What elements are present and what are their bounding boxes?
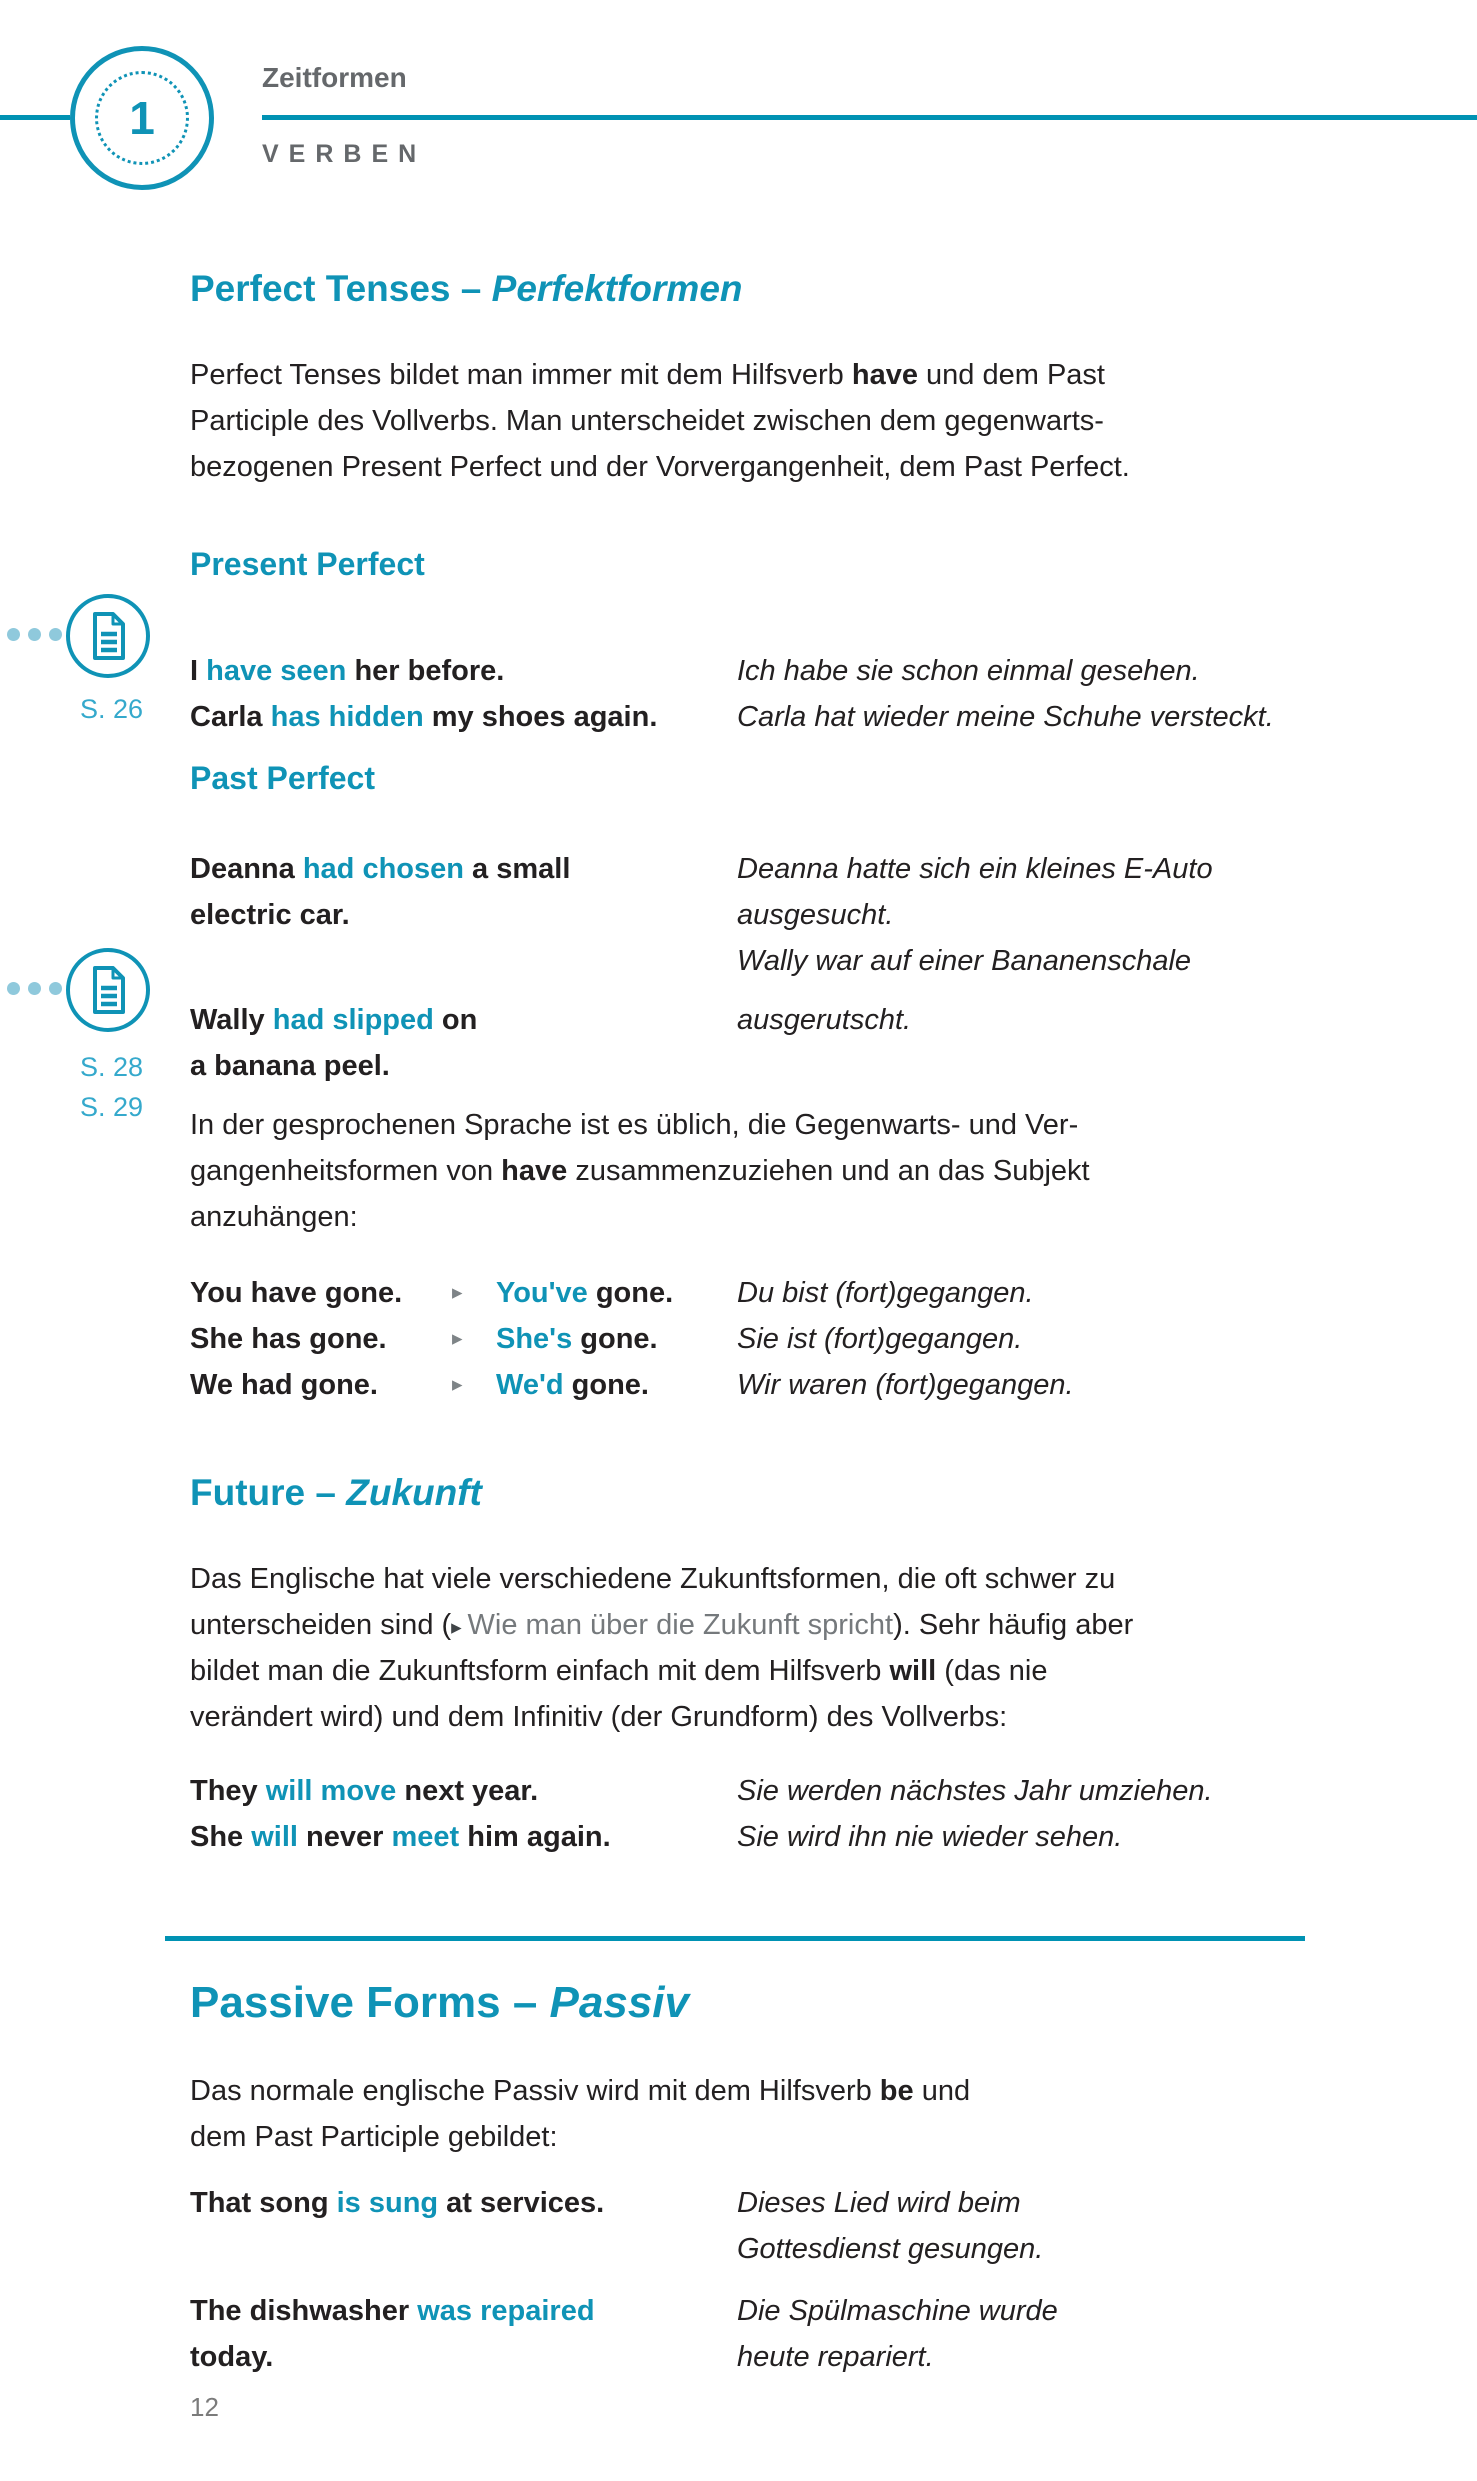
example-english-line: The dishwasher was repaired (190, 2295, 595, 2327)
arrow-right-icon: ▸ (452, 1327, 463, 1350)
chapter-badge (70, 46, 214, 190)
future-intro (190, 1556, 1133, 1740)
example-german-line: Dieses Lied wird beim (737, 2187, 1021, 2219)
chapter-title: Zeitformen (262, 62, 407, 93)
margin-marker (0, 948, 190, 1148)
example-german-line: Wally war auf einer Bananenschale (737, 945, 1192, 977)
document-icon (66, 948, 150, 1032)
paragraph-line: gangenheitsformen von have zusammenzuziehen und an das Subjekt (190, 1155, 1090, 1187)
example-german-line: Gottesdienst gesungen. (737, 2233, 1044, 2265)
passive-intro (190, 2068, 970, 2160)
contraction-german: Du bist (fort)gegangen. (737, 1277, 1034, 1309)
example-english-line: Deanna had chosen a small (190, 853, 571, 885)
dot-icon (7, 628, 20, 641)
paragraph-line: Participle des Vollverbs. Man unterscheidet zwischen dem gegenwarts- (190, 405, 1104, 437)
example-german-line: ausgesucht. (737, 899, 894, 931)
example-german-cell (737, 2180, 1310, 2272)
example-english-line: today. (190, 2341, 274, 2373)
contraction-intro (190, 1102, 1090, 1240)
page-reference: S. 28 (80, 1052, 144, 1082)
past-perfect-examples (190, 846, 1310, 1089)
contraction-full: You have gone. (190, 1277, 403, 1309)
dot-icon (28, 628, 41, 641)
paragraph-line: dem Past Participle gebildet: (190, 2121, 558, 2153)
contraction-full: She has gone. (190, 1323, 387, 1355)
contraction-german: Wir waren (fort)gegangen. (737, 1369, 1074, 1401)
header-left-rule (0, 115, 70, 120)
example-german-line: Die Spülmaschine wurde (737, 2295, 1058, 2327)
contraction-full: We had gone. (190, 1369, 378, 1401)
paragraph-line: verändert wird) und dem Infinitiv (der Grundform) des Vollverbs: (190, 1701, 1008, 1733)
example-german: Ich habe sie schon einmal gesehen. (737, 655, 1200, 687)
dot-icon (49, 982, 62, 995)
example-german-column (737, 846, 1310, 1089)
contraction-short: We'd gone. (496, 1369, 649, 1401)
paragraph-line: anzuhängen: (190, 1201, 358, 1233)
subheading-past-perfect: Past Perfect (190, 760, 375, 796)
example-english-line: Wally had slipped on (190, 1004, 478, 1036)
chapter-number: 1 (129, 92, 155, 144)
paragraph-line: Das normale englische Passiv wird mit dem Hilfsverb be und (190, 2075, 971, 2107)
header-rule (262, 115, 1477, 120)
perfect-tenses-intro (190, 352, 1130, 490)
section-heading-future: Future – Zukunft (190, 1472, 482, 1513)
page-reference: S. 29 (80, 1092, 144, 1122)
chapter-badge-dotted-ring (95, 71, 189, 165)
chapter-subtitle: VERBEN (262, 140, 427, 168)
arrow-right-icon: ▸ (452, 1373, 463, 1396)
dots-icon (7, 628, 62, 641)
arrow-right-icon: ▸ (452, 1281, 463, 1304)
example-german-line: Deanna hatte sich ein kleines E-Auto (737, 853, 1213, 885)
contraction-short: She's gone. (496, 1323, 658, 1355)
example-german-cell (737, 2288, 1310, 2380)
section-divider (165, 1936, 1305, 1941)
paragraph-line: Das Englische hat viele verschiedene Zukunftsformen, die oft schwer zu (190, 1563, 1116, 1595)
example-english-line: electric car. (190, 899, 350, 931)
page-reference: S. 26 (80, 694, 144, 724)
dot-icon (49, 628, 62, 641)
paragraph-line: bildet man die Zukunftsform einfach mit dem Hilfsverb will (das nie (190, 1655, 1048, 1687)
document-icon (66, 594, 150, 678)
passive-examples (190, 2180, 1310, 2380)
paragraph-line: unterscheiden sind (▸ Wie man über die Zukunft spricht). Sehr häufig aber (190, 1609, 1134, 1641)
page-number: 12 (190, 2392, 219, 2422)
example-german-line: ausgerutscht. (737, 1004, 912, 1036)
margin-marker (0, 594, 190, 744)
example-german-line: heute repariert. (737, 2341, 934, 2373)
future-examples (190, 1768, 1310, 1860)
example-german: Sie wird ihn nie wieder sehen. (737, 1821, 1123, 1853)
dot-icon (7, 982, 20, 995)
section-heading-passive-forms: Passive Forms – Passiv (190, 1978, 690, 2027)
example-english-line: a banana peel. (190, 1050, 390, 1082)
dot-icon (28, 982, 41, 995)
contraction-table (190, 1270, 1310, 1408)
paragraph-line: Perfect Tenses bildet man immer mit dem Hilfsverb have und dem Past (190, 359, 1105, 391)
present-perfect-examples (190, 648, 1310, 740)
contraction-short: You've gone. (496, 1277, 674, 1309)
example-english: I have seen her before. (190, 655, 505, 687)
example-german: Carla hat wieder meine Schuhe versteckt. (737, 701, 1274, 733)
example-english: She will never meet him again. (190, 1821, 611, 1853)
paragraph-line: In der gesprochenen Sprache ist es üblich, die Gegenwarts- und Ver- (190, 1109, 1079, 1141)
example-english-line: That song is sung at services. (190, 2187, 605, 2219)
example-english-cell (190, 2288, 737, 2380)
example-english: They will move next year. (190, 1775, 539, 1807)
example-german: Sie werden nächstes Jahr umziehen. (737, 1775, 1213, 1807)
contraction-german: Sie ist (fort)gegangen. (737, 1323, 1023, 1355)
example-english: Carla has hidden my shoes again. (190, 701, 658, 733)
example-english-column (190, 846, 737, 1089)
paragraph-line: bezogenen Present Perfect und der Vorvergangenheit, dem Past Perfect. (190, 451, 1130, 483)
section-heading-perfect-tenses: Perfect Tenses – Perfektformen (190, 268, 743, 309)
dots-icon (7, 982, 62, 995)
subheading-present-perfect: Present Perfect (190, 546, 425, 582)
example-english-cell (190, 2180, 737, 2272)
